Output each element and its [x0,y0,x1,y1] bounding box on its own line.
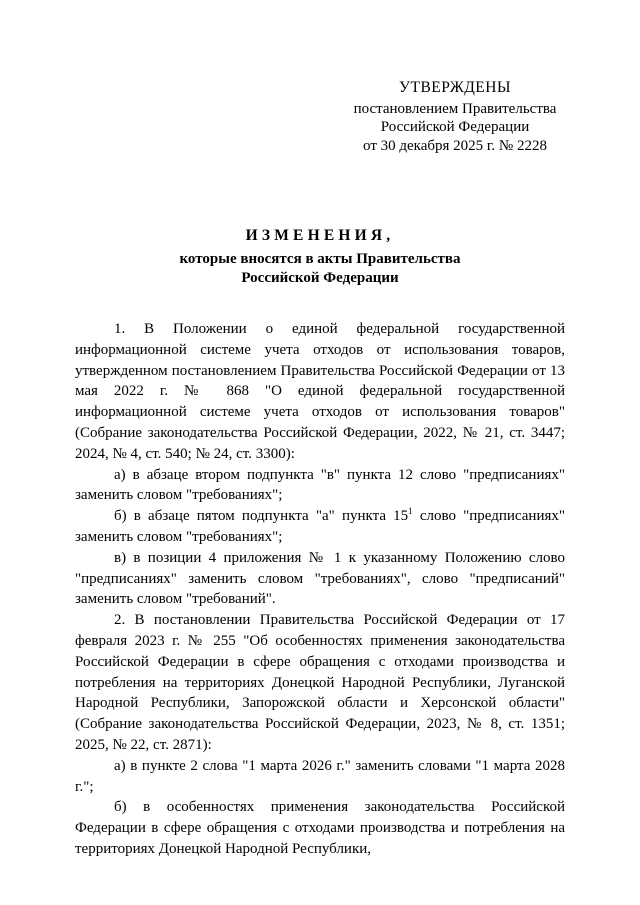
document-body [75,319,565,860]
heading-title: ИЗМЕНЕНИЯ, [245,227,395,244]
approval-line-3: от 30 декабря 2025 г. № 2228 [363,137,547,154]
approval-title: УТВЕРЖДЕНЫ [399,79,511,96]
heading-subtitle-line-2: Российской Федерации [241,269,399,286]
paragraph-1b-superscript: 1 [408,506,413,517]
paragraph-1a: а) в абзаце втором подпункта "в" пункта 12 слово "предписаниях" заменить словом "требованиях"; [75,466,565,504]
paragraph-1: 1. В Положении о единой федеральной государственной информационной системе учета отходов от использования товаров, утвержденном постановлением Правительства Российской Федерации от 13 мая 2022 г. № 868 "О единой федеральной государственной информационной системе учета отходов от использования товаров" (Собрание законодательства Российской Федерации, 2022, № 21, ст. 3447; 2024, № 4, ст. 540; № 24, ст. 3300): [75,321,565,462]
paragraph-1b-end: слово "предписаниях" заменить словом "требованиях"; [75,508,565,545]
paragraph-1b-start: б) в абзаце пятом подпункта "а" пункта 15 [114,508,409,525]
heading-subtitle-line-1: которые вносятся в акты Правительства [179,251,461,267]
paragraph-2: 2. В постановлении Правительства Российской Федерации от 17 февраля 2023 г. № 255 "Об особенностях применения законодательства Российской Федерации в сфере обращения с отходами производства и потребления на территориях Донецкой Народной Республики, Луганской Народной Республики, Запорожской области и Херсонской области" (Собрание законодательства Российской Федерации, 2023, № 8, ст. 1351; 2025, № 22, ст. 2871): [75,612,565,753]
approval-stamp [330,79,580,155]
approval-line-2: Российской Федерации [380,119,530,135]
paragraph-2b: б) в особенностях применения законодательства Российской Федерации в сфере обращения с отходами производства и потребления на территориях Донецкой Народной Республики, [75,799,565,857]
paragraph-2a: а) в пункте 2 слова "1 марта 2026 г." заменить словами "1 марта 2028 г."; [75,757,565,795]
paragraph-1b [75,506,565,548]
document-heading [60,227,580,287]
approval-line-1: постановлением Правительства [353,100,557,117]
paragraph-1c: в) в позиции 4 приложения № 1 к указанному Положению слово "предписаниях" заменить словом "требованиях", слово "предписаний" заменить словом "требований". [75,549,565,608]
